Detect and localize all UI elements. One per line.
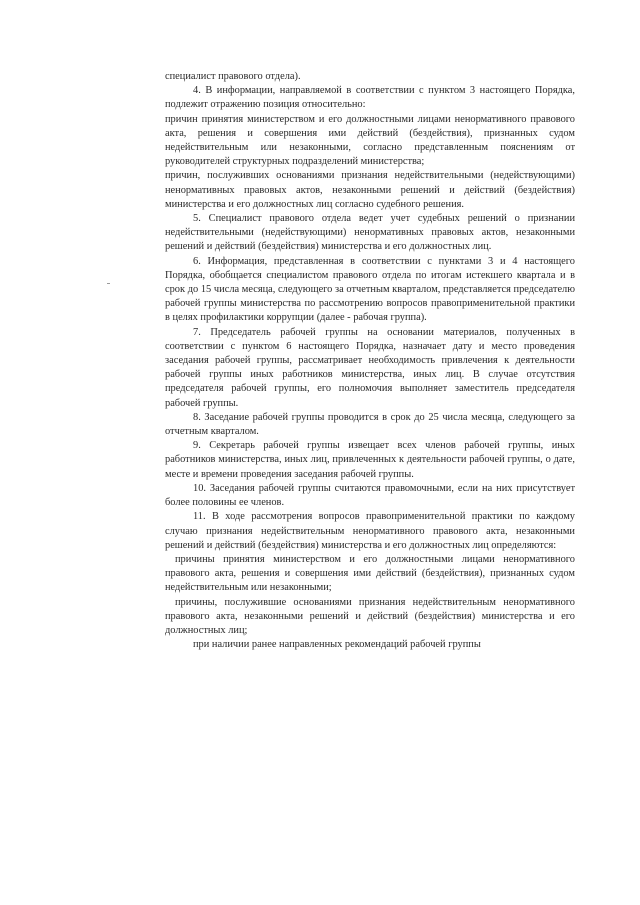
paragraph-4: 4. В информации, направляемой в соответствии с пунктом 3 настоящего Порядка, подлежит отражению позиция относительно: bbox=[165, 85, 575, 111]
document-page bbox=[165, 70, 575, 652]
paragraph-10: 10. Заседания рабочей группы считаются правомочными, если на них присутствует более половины ее членов. bbox=[165, 482, 575, 509]
paragraph-4-item-1: причин принятия министерством и его должностными лицами ненормативного правового акта, решения и совершения ими действий (бездействия), признанных судом недействительным или незаконными, согласно представленным пояснениям от руководителей структурных подразделений министерства; bbox=[165, 113, 575, 168]
paragraph-4-item-2: причин, послуживших основаниями признания недействительными (недействующими) ненормативных правовых актов, незаконными решений и действий (бездействия) министерства и его должностных лиц согласно судебного решения. bbox=[165, 170, 575, 210]
paragraph-11-item-1: причины принятия министерством и его должностными лицами ненормативного правового акта, решения и совершения ими действий (бездействия), признанных судом недействительным или незаконными; bbox=[165, 553, 575, 594]
paragraph-5: 5. Специалист правового отдела ведет учет судебных решений о признании недействительными (недействующими) ненормативных правовых актов, незаконными решений и действий (бездействия) министерства и его должностных лиц. bbox=[165, 213, 575, 253]
paragraph-11: 11. В ходе рассмотрения вопросов правоприменительной практики по каждому случаю признания недействительным ненормативного правового акта, незаконными решений и действий (бездействия) министерства и его должностных лиц определяются: bbox=[165, 511, 575, 551]
paragraph-7: 7. Председатель рабочей группы на основании материалов, полученных в соответствии с пунктом 6 настоящего Порядка, назначает дату и место проведения заседания рабочей группы, рассматривает необходимость привлечения к деятельности рабочей группы иных работников министерства, иных лиц. В случае отсутствия председателя рабочей группы, его полномочия выполняет заместитель председателя рабочей группы. bbox=[165, 326, 575, 409]
paragraph-6: 6. Информация, представленная в соответствии с пунктами 3 и 4 настоящего Порядка, обобщается специалистом правового отдела по итогам истекшего квартала и в срок до 15 числа месяца, следующего за отчетным кварталом, представляется председателю рабочей группы министерства по рассмотрению вопросов правоприменительной практики в целях профилактики коррупции (далее - рабочая группа). bbox=[165, 255, 575, 324]
paragraph-11-item-3: при наличии ранее направленных рекомендаций рабочей группы bbox=[193, 639, 481, 651]
paragraph-11-item-2: причины, послужившие основаниями признания недействительным ненормативного правового акта, незаконными решений и действий (бездействия) министерства и его должностных лиц; bbox=[165, 596, 575, 636]
paragraph-9: 9. Секретарь рабочей группы извещает всех членов рабочей группы, иных работников министерства, иных лиц, привлеченных к деятельности рабочей группы, о дате, месте и времени проведения заседания рабочей группы. bbox=[165, 440, 575, 480]
scan-mark bbox=[107, 283, 110, 284]
paragraph-8: 8. Заседание рабочей группы проводится в срок до 25 числа месяца, следующего за отчетным кварталом. bbox=[165, 411, 575, 438]
paragraph-continuation: специалист правового отдела). bbox=[165, 71, 301, 82]
